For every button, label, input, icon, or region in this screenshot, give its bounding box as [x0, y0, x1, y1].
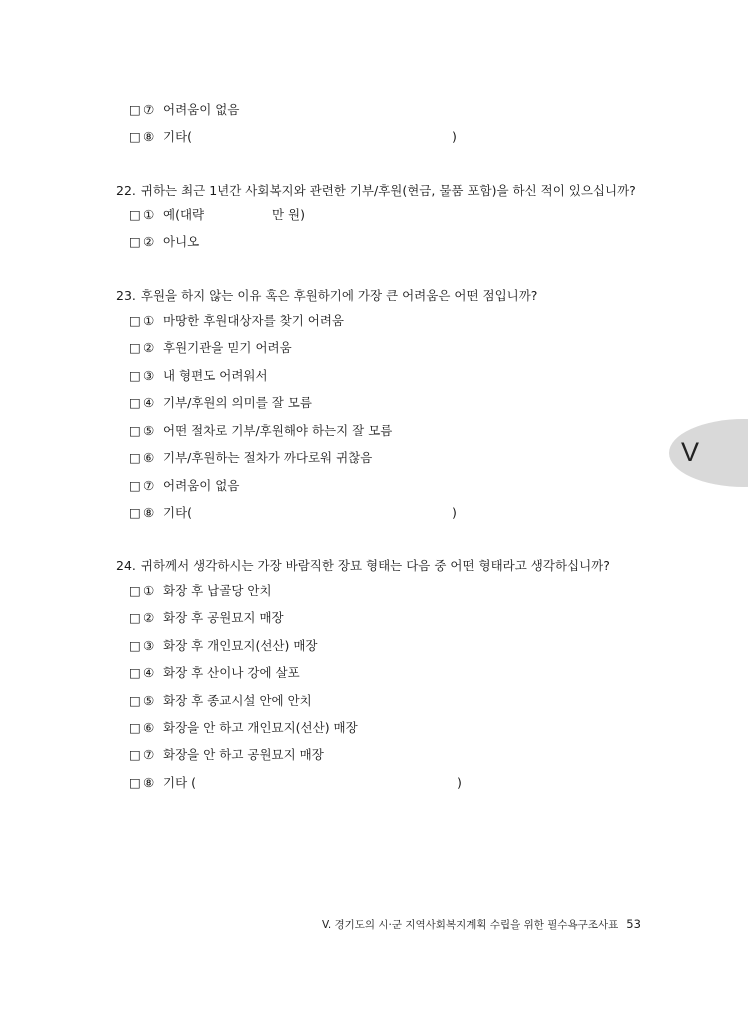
option-number: ②: [143, 610, 155, 625]
question-text: 귀하는 최근 1년간 사회복지와 관련한 기부/후원(현금, 물품 포함)을 하신 적이 있으십니까?: [140, 183, 636, 198]
chapter-tab-label: V: [681, 437, 700, 467]
checkbox[interactable]: □: [129, 129, 141, 144]
option-label: 화장 후 공원묘지 매장: [163, 610, 284, 625]
option-label: 어려움이 없음: [163, 478, 240, 493]
checkbox[interactable]: □: [129, 207, 141, 222]
checkbox[interactable]: □: [129, 423, 141, 438]
option-24-3[interactable]: [129, 638, 318, 654]
checkbox[interactable]: □: [129, 102, 141, 117]
option-23-1[interactable]: [129, 313, 344, 329]
option-number: ⑧: [143, 505, 155, 520]
question-24: [116, 558, 610, 574]
option-b1-8[interactable]: [129, 129, 192, 145]
option-label: 마땅한 후원대상자를 찾기 어려움: [163, 313, 344, 328]
option-23-6[interactable]: [129, 450, 372, 466]
option-22-1[interactable]: [129, 207, 204, 223]
checkbox[interactable]: □: [129, 395, 141, 410]
option-22-2[interactable]: [129, 234, 199, 250]
option-label: 내 형편도 어려워서: [163, 368, 268, 383]
option-label: 화장 후 산이나 강에 살포: [163, 665, 300, 680]
checkbox[interactable]: □: [129, 478, 141, 493]
option-number: ①: [143, 313, 155, 328]
checkbox[interactable]: □: [129, 610, 141, 625]
option-number: ⑧: [143, 775, 155, 790]
page-number: 53: [626, 917, 641, 931]
option-23-5[interactable]: [129, 423, 392, 439]
option-label: 화장 후 납골당 안치: [163, 583, 272, 598]
option-number: ⑦: [143, 747, 155, 762]
option-24-6[interactable]: [129, 720, 358, 736]
checkbox[interactable]: □: [129, 638, 141, 653]
option-label: 기타 (: [163, 775, 197, 790]
option-number: ⑥: [143, 450, 155, 465]
checkbox[interactable]: □: [129, 450, 141, 465]
option-number: ⑤: [143, 693, 155, 708]
checkbox[interactable]: □: [129, 665, 141, 680]
option-24-4[interactable]: [129, 665, 300, 681]
option-number: ③: [143, 638, 155, 653]
footer-text: V. 경기도의 시·군 지역사회복지계획 수립을 위한 필수욕구조사표: [322, 919, 619, 931]
chapter-tab: [669, 419, 748, 487]
checkbox[interactable]: □: [129, 720, 141, 735]
question-text: 귀하께서 생각하시는 가장 바람직한 장묘 형태는 다음 중 어떤 형태라고 생각하십니까?: [140, 558, 610, 573]
option-label: 화장 후 개인묘지(선산) 매장: [163, 638, 318, 653]
option-label: 어떤 절차로 기부/후원해야 하는지 잘 모름: [163, 423, 393, 438]
option-number: ④: [143, 665, 155, 680]
option-label: 화장을 안 하고 공원묘지 매장: [163, 747, 324, 762]
option-23-8[interactable]: [129, 505, 192, 521]
option-label: 후원기관을 믿기 어려움: [163, 340, 292, 355]
option-number: ⑤: [143, 423, 155, 438]
option-number: ②: [143, 234, 155, 249]
option-label: 기부/후원하는 절차가 까다로워 귀찮음: [163, 450, 373, 465]
option-24-8[interactable]: [129, 775, 196, 791]
option-number: ⑧: [143, 129, 155, 144]
checkbox[interactable]: □: [129, 747, 141, 762]
option-23-7[interactable]: [129, 478, 239, 494]
option-23-3[interactable]: [129, 368, 268, 384]
option-23-2[interactable]: [129, 340, 292, 356]
checkbox[interactable]: □: [129, 775, 141, 790]
option-label: 화장을 안 하고 개인묘지(선산) 매장: [163, 720, 358, 735]
checkbox[interactable]: □: [129, 368, 141, 383]
option-23-4[interactable]: [129, 395, 312, 411]
option-b1-7[interactable]: [129, 102, 239, 118]
option-number: ④: [143, 395, 155, 410]
close-paren: ): [457, 775, 462, 790]
close-paren: ): [452, 129, 457, 144]
option-label: 기부/후원의 의미를 잘 모름: [163, 395, 312, 410]
option-label: 기타(: [163, 505, 193, 520]
option-label: 기타(: [163, 129, 193, 144]
option-label: 화장 후 종교시설 안에 안치: [163, 693, 312, 708]
option-number: ①: [143, 207, 155, 222]
option-24-5[interactable]: [129, 693, 312, 709]
question-number: 23.: [116, 288, 136, 303]
page-footer: [322, 917, 641, 932]
option-24-2[interactable]: [129, 610, 284, 626]
checkbox[interactable]: □: [129, 505, 141, 520]
checkbox[interactable]: □: [129, 693, 141, 708]
option-number: ②: [143, 340, 155, 355]
option-number: ⑥: [143, 720, 155, 735]
checkbox[interactable]: □: [129, 583, 141, 598]
checkbox[interactable]: □: [129, 313, 141, 328]
question-22: [116, 183, 636, 199]
question-number: 24.: [116, 558, 136, 573]
option-number: ①: [143, 583, 155, 598]
option-24-7[interactable]: [129, 747, 324, 763]
question-text: 후원을 하지 않는 이유 혹은 후원하기에 가장 큰 어려움은 어떤 점입니까?: [140, 288, 538, 303]
amount-suffix: 만 원): [272, 207, 306, 222]
checkbox[interactable]: □: [129, 340, 141, 355]
option-number: ⑦: [143, 102, 155, 117]
question-number: 22.: [116, 183, 136, 198]
option-label: 아니오: [163, 234, 200, 249]
option-24-1[interactable]: [129, 583, 272, 599]
option-number: ⑦: [143, 478, 155, 493]
question-23: [116, 288, 537, 304]
close-paren: ): [452, 505, 457, 520]
option-label: 어려움이 없음: [163, 102, 240, 117]
option-label: 예(대략: [163, 207, 205, 222]
option-number: ③: [143, 368, 155, 383]
checkbox[interactable]: □: [129, 234, 141, 249]
